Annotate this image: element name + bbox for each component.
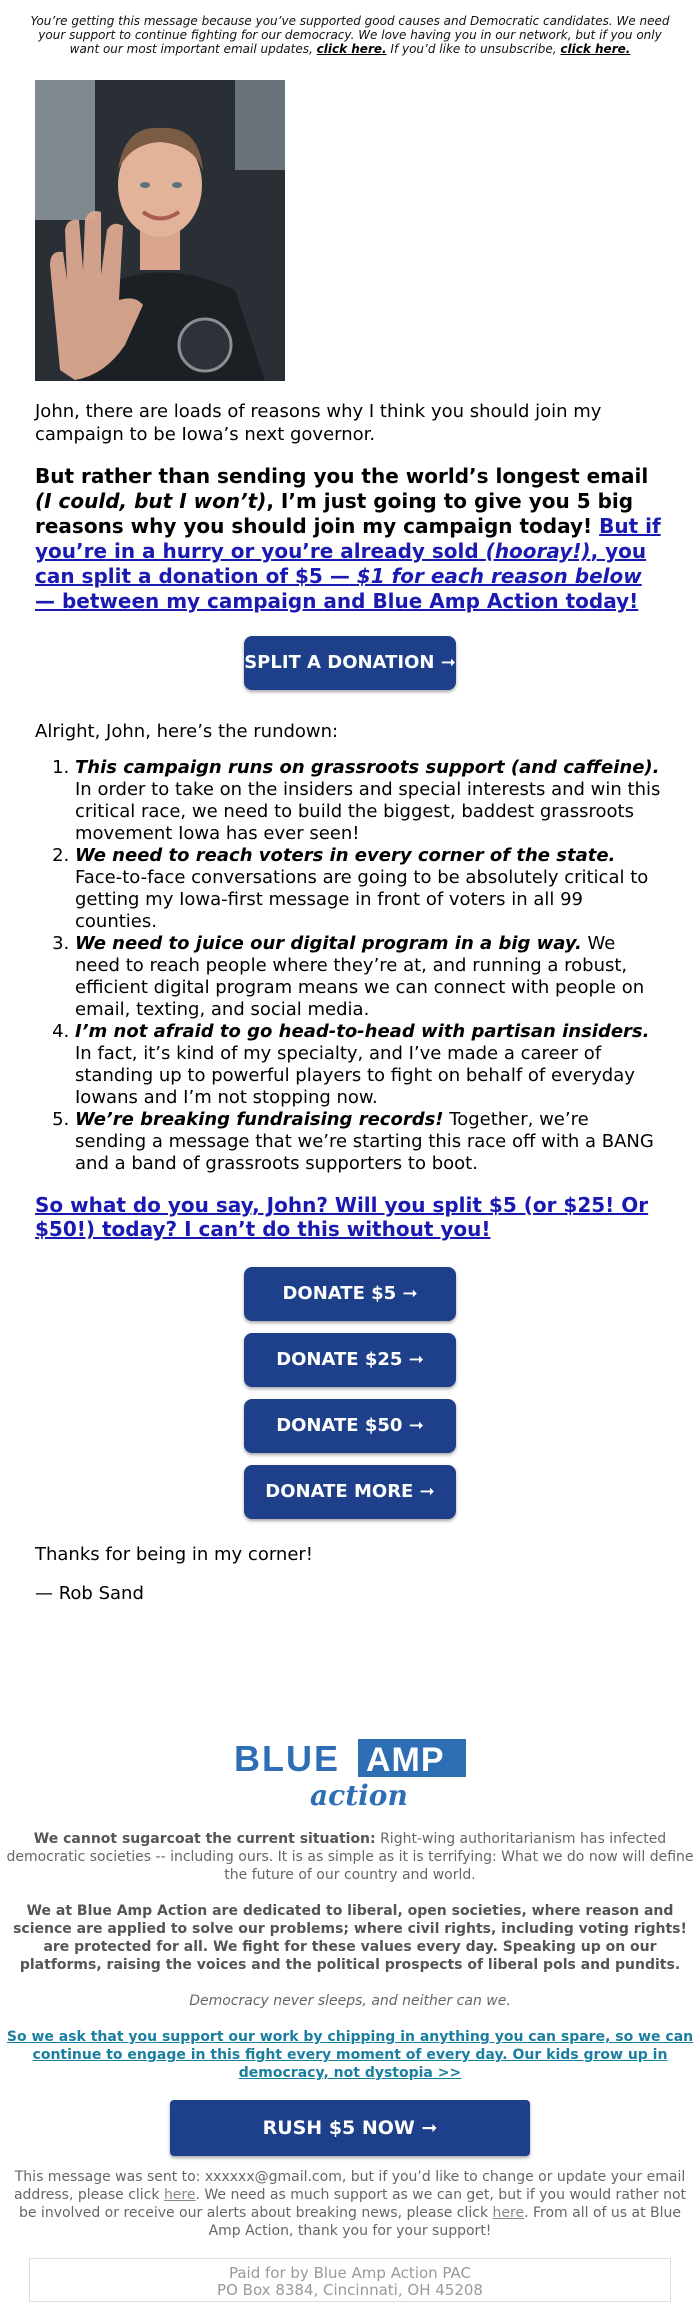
thanks-text: Thanks for being in my corner!: [35, 1544, 314, 1565]
pitch-aside: (I could, but I won’t): [35, 489, 267, 513]
split-donation-link[interactable]: But if you’re in a hurry or you’re already sold (hooray!), you can split a donation of $5 — $1 for each reason below — between my campaign and Blue Amp Action today!: [35, 514, 661, 613]
update-email-link[interactable]: here: [163, 2187, 196, 2203]
list-item: 2. We need to reach voters in every corner of the state. Face-to-face conversations are going to be absolutely critical to getting my Iowa-first message in front of voters in all 99 counties.: [75, 845, 665, 933]
footer: [0, 1735, 700, 2302]
ask-donation-link[interactable]: So what do you say, John? Will you split $5 (or $25! Or $50!) today? I can’t do this without you!: [35, 1193, 649, 1241]
blue-amp-action-logo: [230, 1735, 470, 1816]
ask-paragraph: [35, 1193, 665, 1241]
donate-5-button[interactable]: DONATE $5 ➞: [244, 1267, 456, 1321]
candidate-photo: [35, 80, 285, 381]
list-item: 3. We need to juice our digital program in a big way. We need to reach people where they’re at, and running a robust, efficient digital program means we can connect with people on email, texting, and social media.: [75, 933, 665, 1021]
donate-25-button[interactable]: DONATE $25 ➞: [244, 1333, 456, 1387]
reasons-list: [35, 757, 665, 1175]
donate-50-button[interactable]: DONATE $50 ➞: [244, 1399, 456, 1453]
logo-amp-text: AMP: [366, 1741, 445, 1779]
email-preferences-link[interactable]: click here.: [316, 42, 387, 56]
logo-blue-text: BLUE: [234, 1738, 340, 1779]
rundown-heading: Alright, John, here’s the rundown:: [35, 721, 339, 742]
donate-buttons: [35, 1267, 665, 1531]
footer-paragraph-2: We at Blue Amp Action are dedicated to liberal, open societies, where reason and science are applied to solve our problems; where civil rights, including voting rights! are protected for all. We fight for these values every day. Speaking up on our platforms, raising the voices and the political prospects of liberal pols and pundits.: [13, 1903, 687, 1973]
logo-action-text: action: [310, 1779, 408, 1811]
intro-paragraph: John, there are loads of reasons why I think you should join my campaign to be Iowa’s next governor.: [35, 401, 602, 445]
footer-paragraph-3: Democracy never sleeps, and neither can we.: [189, 1993, 511, 2009]
candidate-photo-illustration: [35, 80, 285, 381]
list-item: 1. This campaign runs on grassroots support (and caffeine). In order to take on the insiders and special interests and win this critical race, we need to build the biggest, baddest grassroots movement Iowa has ever seen!: [75, 757, 665, 845]
email-body: [35, 400, 665, 1605]
donate-more-button[interactable]: DONATE MORE ➞: [244, 1465, 456, 1519]
split-button-wrap: [35, 636, 665, 690]
footer-paragraph-4: [0, 2028, 700, 2082]
footer-sent-to: This message was sent to: xxxxxx@gmail.com, but if you’d like to change or update your email address, please click here. We need as much support as we can get, but if you would rather not be involved or receive our alerts about breaking news, please click here. From all of us at Blue Amp Action, thank you for your support!: [13, 2169, 687, 2239]
preheader: [30, 14, 670, 56]
unsubscribe-link[interactable]: click here.: [560, 42, 631, 56]
split-donation-button[interactable]: SPLIT A DONATION ➞: [244, 636, 456, 690]
logo-graphic: [230, 1735, 470, 1811]
pitch-text-c: , I’m just going to give you 5 big reasons why you should join my campaign today!: [35, 489, 634, 538]
pitch-paragraph: [35, 464, 665, 614]
rush-5-button[interactable]: RUSH $5 NOW ➞: [170, 2100, 530, 2156]
preheader-text: You’re getting this message because you’ve supported good causes and Democratic candidates. We need your support to continue fighting for our democracy. We love having you in our network, but if you only want our most important email updates,: [30, 14, 670, 56]
footer-paragraph-1: We cannot sugarcoat the current situation: Right-wing authoritarianism has infected democratic societies -- including ours. It is as simple as it is terrifying: What we do now will define the future of our country and world.: [6, 1831, 694, 1883]
rush-button-wrap: [0, 2100, 700, 2156]
mailing-address: PO Box 8384, Cincinnati, OH 45208: [217, 2281, 483, 2299]
list-item: 4. I’m not afraid to go head-to-head with partisan insiders. In fact, it’s kind of my specialty, and I’ve made a career of standing up to powerful players to fight on behalf of everyday Iowans and I’m not stopping now.: [75, 1021, 665, 1109]
paid-for-by: Paid for by Blue Amp Action PAC: [228, 2264, 471, 2282]
pitch-text-a: But rather than sending you the world’s longest email: [35, 464, 649, 488]
opt-out-link[interactable]: here: [492, 2205, 525, 2221]
signature: — Rob Sand: [35, 1583, 144, 1604]
list-item: 5. We’re breaking fundraising records! Together, we’re sending a message that we’re starting this race off with a BANG and a band of grassroots supporters to boot.: [75, 1109, 665, 1175]
paid-for-by-box: [29, 2258, 671, 2302]
support-link[interactable]: So we ask that you support our work by chipping in anything you can spare, so we can continue to engage in this fight every moment of every day. Our kids grow up in democracy, not dystopia >>: [6, 2029, 694, 2081]
preheader-text-2: If you’d like to unsubscribe,: [390, 42, 557, 56]
